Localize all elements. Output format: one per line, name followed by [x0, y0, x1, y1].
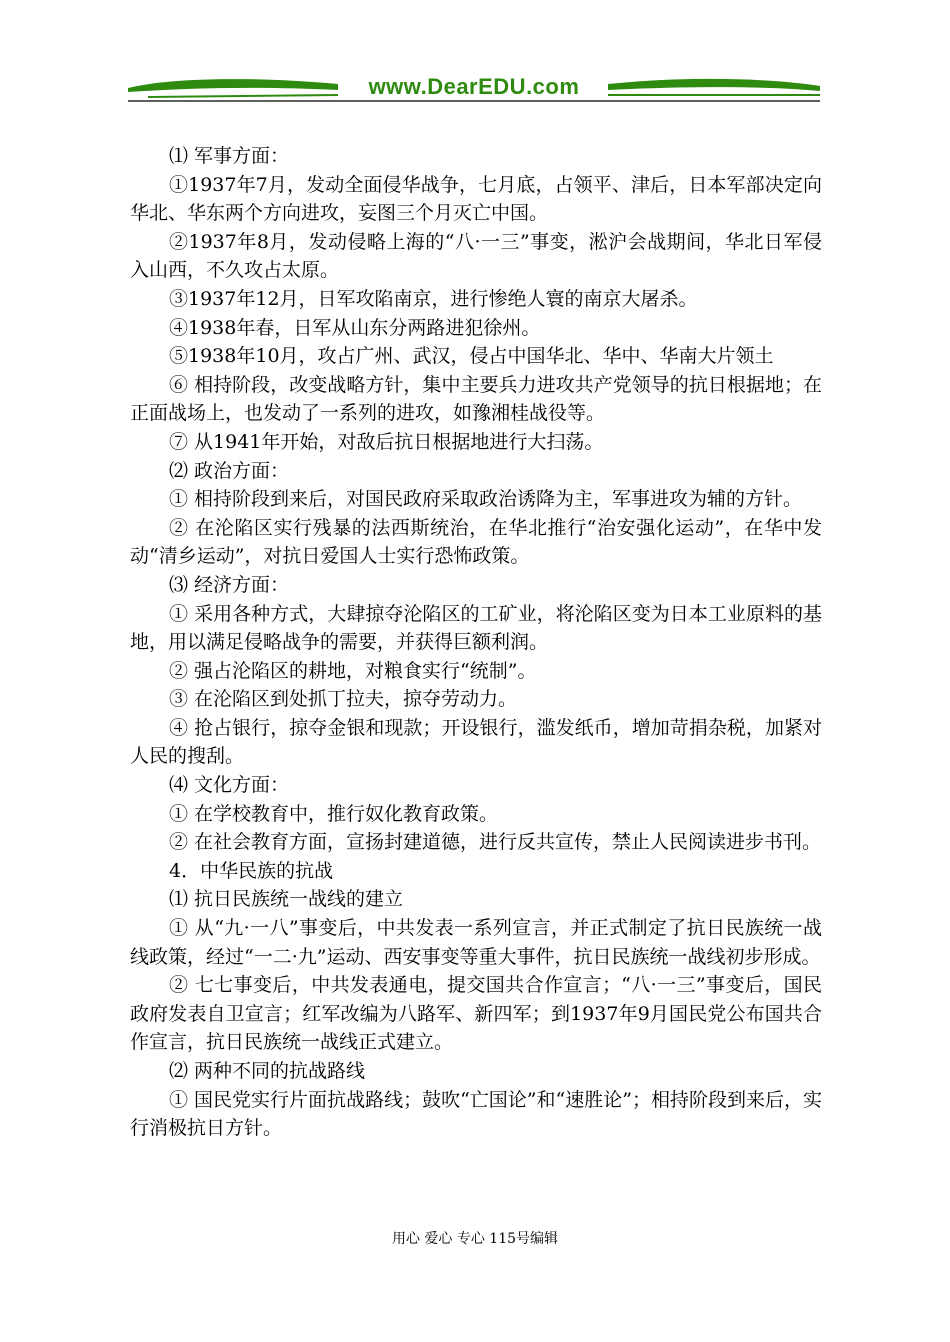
paragraph: ① 采用各种方式，大肆掠夺沦陷区的工矿业，将沦陷区变为日本工业原料的基地，用以满足侵略战争的需要，并获得巨额利润。: [130, 602, 822, 654]
paragraph: ⑥ 相持阶段，改变战略方针，集中主要兵力进攻共产党领导的抗日根据地；在正面战场上，也发动了一系列的进攻，如豫湘桂战役等。: [130, 373, 822, 425]
section-heading: ⑷ 文化方面：: [169, 774, 290, 797]
section-heading: ⑵ 两种不同的抗战路线: [169, 1060, 366, 1082]
paragraph: ④ 抢占银行，掠夺金银和现款；开设银行，滥发纸币，增加苛捐杂税，加紧对人民的搜刮。: [130, 716, 822, 768]
paragraph: ② 强占沦陷区的耕地，对粮食实行“统制”。: [169, 659, 537, 682]
paragraph: ① 从“九·一八”事变后，中共发表一系列宣言，并正式制定了抗日民族统一战线政策，经过“一二·九”运动、西安事变等重大事件，抗日民族统一战线初步形成。: [130, 917, 822, 968]
paragraph: ① 相持阶段到来后，对国民政府采取政治诱降为主，军事进攻为辅的方针。: [169, 488, 803, 511]
paragraph: ⑴ 军事方面：: [169, 145, 290, 167]
paragraph: ⑤1938年10月，攻占广州、武汉，侵占中国华北、华中、华南大片领土: [169, 345, 774, 368]
paragraph: ③ 在沦陷区到处抓丁拉夫，掠夺劳动力。: [169, 688, 518, 711]
section-heading: ⑴ 抗日民族统一战线的建立: [169, 888, 404, 911]
paragraph: ① 在学校教育中，推行奴化教育政策。: [169, 802, 499, 825]
site-url[interactable]: www.DearEDU.com: [342, 74, 606, 100]
page-footer: 用心 爱心 专心 115号编辑: [391, 1231, 559, 1247]
section-heading: ⑵ 政治方面：: [169, 459, 290, 482]
chapter-heading: 4．中华民族的抗战: [169, 859, 334, 882]
paragraph: ①1937年7月，发动全面侵华战争，七月底，占领平、津后，日本军部决定向华北、华东两个方向进攻，妄图三个月灭亡中国。: [130, 173, 822, 225]
paragraph: ② 在沦陷区实行残暴的法西斯统治，在华北推行“治安强化运动”，在华中发动“清乡运动”，对抗日爱国人士实行恐怖政策。: [130, 516, 822, 568]
paragraph: ②1937年8月，发动侵略上海的“八·一三”事变，淞沪会战期间，华北日军侵入山西，不久攻占太原。: [130, 230, 822, 282]
paragraph: ② 七七事变后，中共发表通电，提交国共合作宣言；“八·一三”事变后，国民政府发表自卫宣言；红军改编为八路军、新四军；到1937年9月国民党公布国共合作宣言，抗日民族统一战线正式建立。: [130, 974, 822, 1054]
page-header: [128, 72, 820, 104]
paragraph: ④1938年春，日军从山东分两路进犯徐州。: [169, 316, 541, 339]
paragraph: ⑦ 从1941年开始，对敌后抗日根据地进行大扫荡。: [169, 430, 604, 453]
section-heading: ⑶ 经济方面：: [169, 573, 290, 596]
paragraph: ① 国民党实行片面抗战路线；鼓吹“亡国论”和“速胜论”；相持阶段到来后，实行消极抗日方针。: [130, 1088, 822, 1140]
document-body: [130, 142, 822, 1143]
paragraph: ② 在社会教育方面，宣扬封建道德，进行反共宣传，禁止人民阅读进步书刊。: [169, 831, 822, 854]
paragraph: ③1937年12月，日军攻陷南京，进行惨绝人寰的南京大屠杀。: [169, 287, 698, 310]
